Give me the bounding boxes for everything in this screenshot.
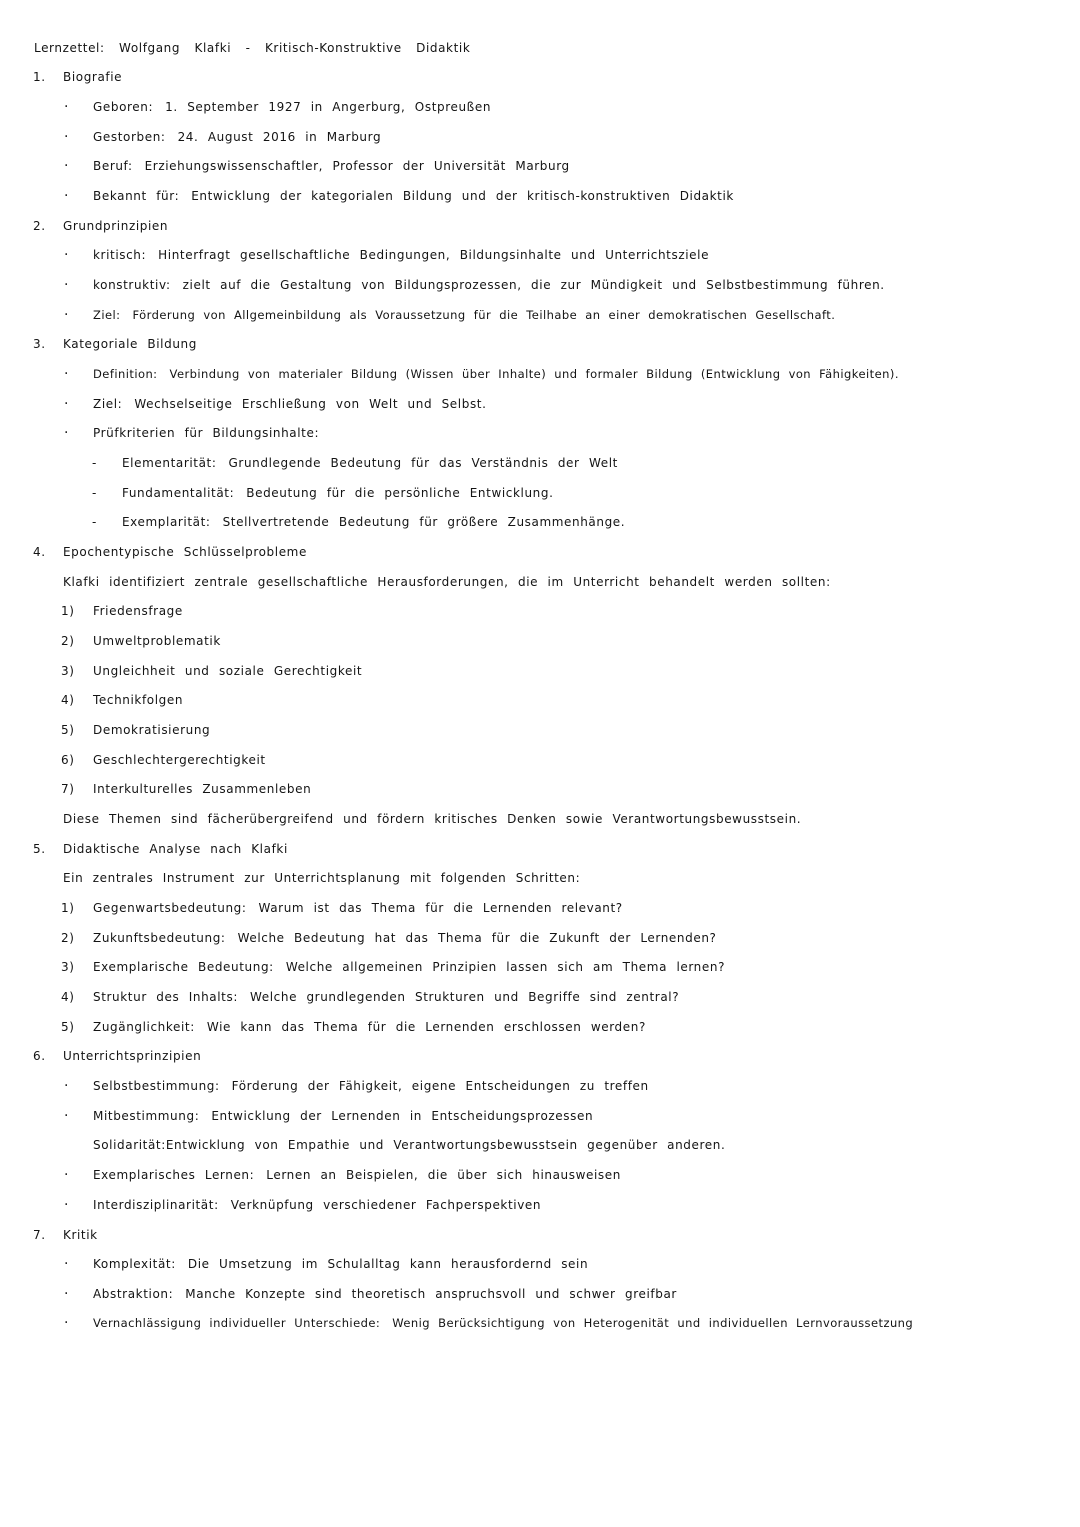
item-label: Geboren: (93, 100, 154, 114)
bullet-icon: · (64, 366, 69, 382)
section-number: 2. (33, 219, 46, 233)
item-label: Zugänglichkeit: (93, 1020, 195, 1034)
item-label: Gegenwartsbedeutung: (93, 901, 247, 915)
section-number: 1. (33, 70, 46, 84)
bullet-icon: · (64, 1315, 69, 1331)
item-text: Welche grundlegenden Strukturen und Begriffe sind zentral? (249, 990, 680, 1004)
item-number: 3) (61, 960, 75, 974)
item-text: Förderung von Allgemeinbildung als Voraussetzung für die Teilhabe an einer demokratischen Gesellschaft. (132, 308, 836, 322)
section-number: 3. (33, 337, 46, 351)
item-text: Friedensfrage (93, 604, 183, 618)
item-text: Grundlegende Bedeutung für das Verständnis der Welt (228, 456, 618, 470)
section-number: 7. (33, 1228, 46, 1242)
bullet-icon: · (64, 425, 70, 441)
section-number: 4. (33, 545, 46, 559)
item-text: Demokratisierung (93, 723, 211, 737)
section-number: 5. (33, 842, 46, 856)
item-label: Exemplarisches Lernen: (93, 1168, 255, 1182)
bullet-icon: · (64, 1108, 70, 1124)
item-label: Struktur des Inhalts: (93, 990, 238, 1004)
item-label: Bekannt für: (93, 189, 180, 203)
item-text: Entwicklung der Lernenden in Entscheidungsprozessen (211, 1109, 594, 1123)
item-number: 1) (61, 604, 75, 618)
item-label: Vernachlässigung individueller Unterschiede: (93, 1316, 381, 1330)
item-text: Entwicklung der kategorialen Bildung und der kritisch-konstruktiven Didaktik (191, 189, 734, 203)
item-text: Welche allgemeinen Prinzipien lassen sich am Thema lernen? (285, 960, 726, 974)
item-number: 3) (61, 664, 75, 678)
bullet-icon: · (64, 277, 70, 293)
bullet-icon: · (64, 1256, 70, 1272)
bullet-icon: · (64, 129, 70, 145)
bullet-icon: · (64, 1286, 70, 1302)
bullet-icon: · (64, 396, 70, 412)
item-label: Solidarität: (93, 1138, 166, 1152)
item-label: Zukunftsbedeutung: (93, 931, 226, 945)
section-title: Grundprinzipien (63, 219, 169, 233)
item-text: Manche Konzepte sind theoretisch anspruchsvoll und schwer greifbar (185, 1287, 677, 1301)
item-text: Verknüpfung verschiedener Fachperspektiven (230, 1198, 542, 1212)
item-label: Exemplarische Bedeutung: (93, 960, 274, 974)
item-number: 5) (61, 723, 75, 737)
item-text: Lernen an Beispielen, die über sich hinausweisen (266, 1168, 621, 1182)
item-text: Welche Bedeutung hat das Thema für die Zukunft der Lernenden? (237, 931, 717, 945)
section-title: Kategoriale Bildung (63, 337, 197, 351)
dash-icon: - (92, 486, 97, 500)
item-text: Erziehungswissenschaftler, Professor der Universität Marburg (144, 159, 570, 173)
dash-icon: - (92, 515, 97, 529)
bullet-icon: · (64, 1197, 70, 1213)
item-text: Verbindung von materialer Bildung (Wissen über Inhalte) und formaler Bildung (Entwicklung von Fähigkeiten). (169, 367, 899, 381)
item-label: Elementarität: (122, 456, 217, 470)
item-label: Exemplarität: (122, 515, 211, 529)
item-label: Beruf: (93, 159, 133, 173)
item-text: Technikfolgen (93, 693, 184, 707)
item-number: 2) (61, 634, 75, 648)
item-number: 2) (61, 931, 75, 945)
item-text: Wie kann das Thema für die Lernenden erschlossen werden? (206, 1020, 646, 1034)
section-title: Didaktische Analyse nach Klafki (63, 842, 288, 856)
section-title: Kritik (63, 1228, 98, 1242)
section-number: 6. (33, 1049, 46, 1063)
item-number: 4) (61, 693, 75, 707)
item-label: Interdisziplinarität: (93, 1198, 219, 1212)
bullet-icon: · (64, 1167, 70, 1183)
item-label: Selbstbestimmung: (93, 1079, 220, 1093)
item-label: Komplexität: (93, 1257, 176, 1271)
section-title: Unterrichtsprinzipien (63, 1049, 202, 1063)
intro-text: Klafki identifiziert zentrale gesellschaftliche Herausforderungen, die im Unterricht behandelt werden sollten: (63, 575, 831, 589)
bullet-icon: · (64, 188, 70, 204)
item-number: 7) (61, 782, 75, 796)
item-label: Definition: (93, 367, 158, 381)
item-label: Abstraktion: (93, 1287, 174, 1301)
item-text: 24. August 2016 in Marburg (177, 130, 382, 144)
page-title: Lernzettel: Wolfgang Klafki - Kritisch-Konstruktive Didaktik (34, 41, 471, 55)
item-text: Warum ist das Thema für die Lernenden relevant? (258, 901, 623, 915)
bullet-icon: · (64, 307, 69, 323)
item-label: kritisch: (93, 248, 147, 262)
bullet-icon: · (64, 247, 70, 263)
item-text: Umweltproblematik (93, 634, 221, 648)
item-text: Die Umsetzung im Schulalltag kann herausfordernd sein (187, 1257, 589, 1271)
item-text: Interkulturelles Zusammenleben (93, 782, 312, 796)
item-label: Ziel: (93, 308, 121, 322)
item-label: Gestorben: (93, 130, 166, 144)
item-text: Förderung der Fähigkeit, eigene Entscheidungen zu treffen (231, 1079, 649, 1093)
item-number: 1) (61, 901, 75, 915)
item-label: konstruktiv: (93, 278, 171, 292)
section-title: Epochentypische Schlüsselprobleme (63, 545, 307, 559)
item-text: Geschlechtergerechtigkeit (93, 753, 266, 767)
item-text: Bedeutung für die persönliche Entwicklung. (246, 486, 554, 500)
item-text: Wechselseitige Erschließung von Welt und Selbst. (134, 397, 487, 411)
intro-text: Ein zentrales Instrument zur Unterrichtsplanung mit folgenden Schritten: (63, 871, 581, 885)
bullet-icon: · (64, 1078, 70, 1094)
item-text: Stellvertretende Bedeutung für größere Zusammenhänge. (222, 515, 626, 529)
item-number: 4) (61, 990, 75, 1004)
bullet-icon: · (64, 99, 70, 115)
item-number: 5) (61, 1020, 75, 1034)
item-label: Fundamentalität: (122, 486, 235, 500)
item-text: Ungleichheit und soziale Gerechtigkeit (93, 664, 363, 678)
item-text: 1. September 1927 in Angerburg, Ostpreußen (165, 100, 492, 114)
section-title: Biografie (63, 70, 123, 84)
item-label: Prüfkriterien für Bildungsinhalte: (93, 426, 320, 440)
bullet-icon: · (64, 158, 70, 174)
item-text: Entwicklung von Empathie und Verantwortungsbewusstsein gegenüber anderen. (165, 1138, 726, 1152)
item-label: Mitbestimmung: (93, 1109, 200, 1123)
item-text: Wenig Berücksichtigung von Heterogenität und individuellen Lernvoraussetzung (392, 1316, 914, 1330)
outro-text: Diese Themen sind fächerübergreifend und fördern kritisches Denken sowie Verantwortungsbewusstsein. (63, 812, 802, 826)
item-text: zielt auf die Gestaltung von Bildungsprozessen, die zur Mündigkeit und Selbstbestimmung führen. (182, 278, 885, 292)
item-number: 6) (61, 753, 75, 767)
dash-icon: - (92, 456, 97, 470)
item-text: Hinterfragt gesellschaftliche Bedingungen, Bildungsinhalte und Unterrichtsziele (158, 248, 710, 262)
item-label: Ziel: (93, 397, 123, 411)
